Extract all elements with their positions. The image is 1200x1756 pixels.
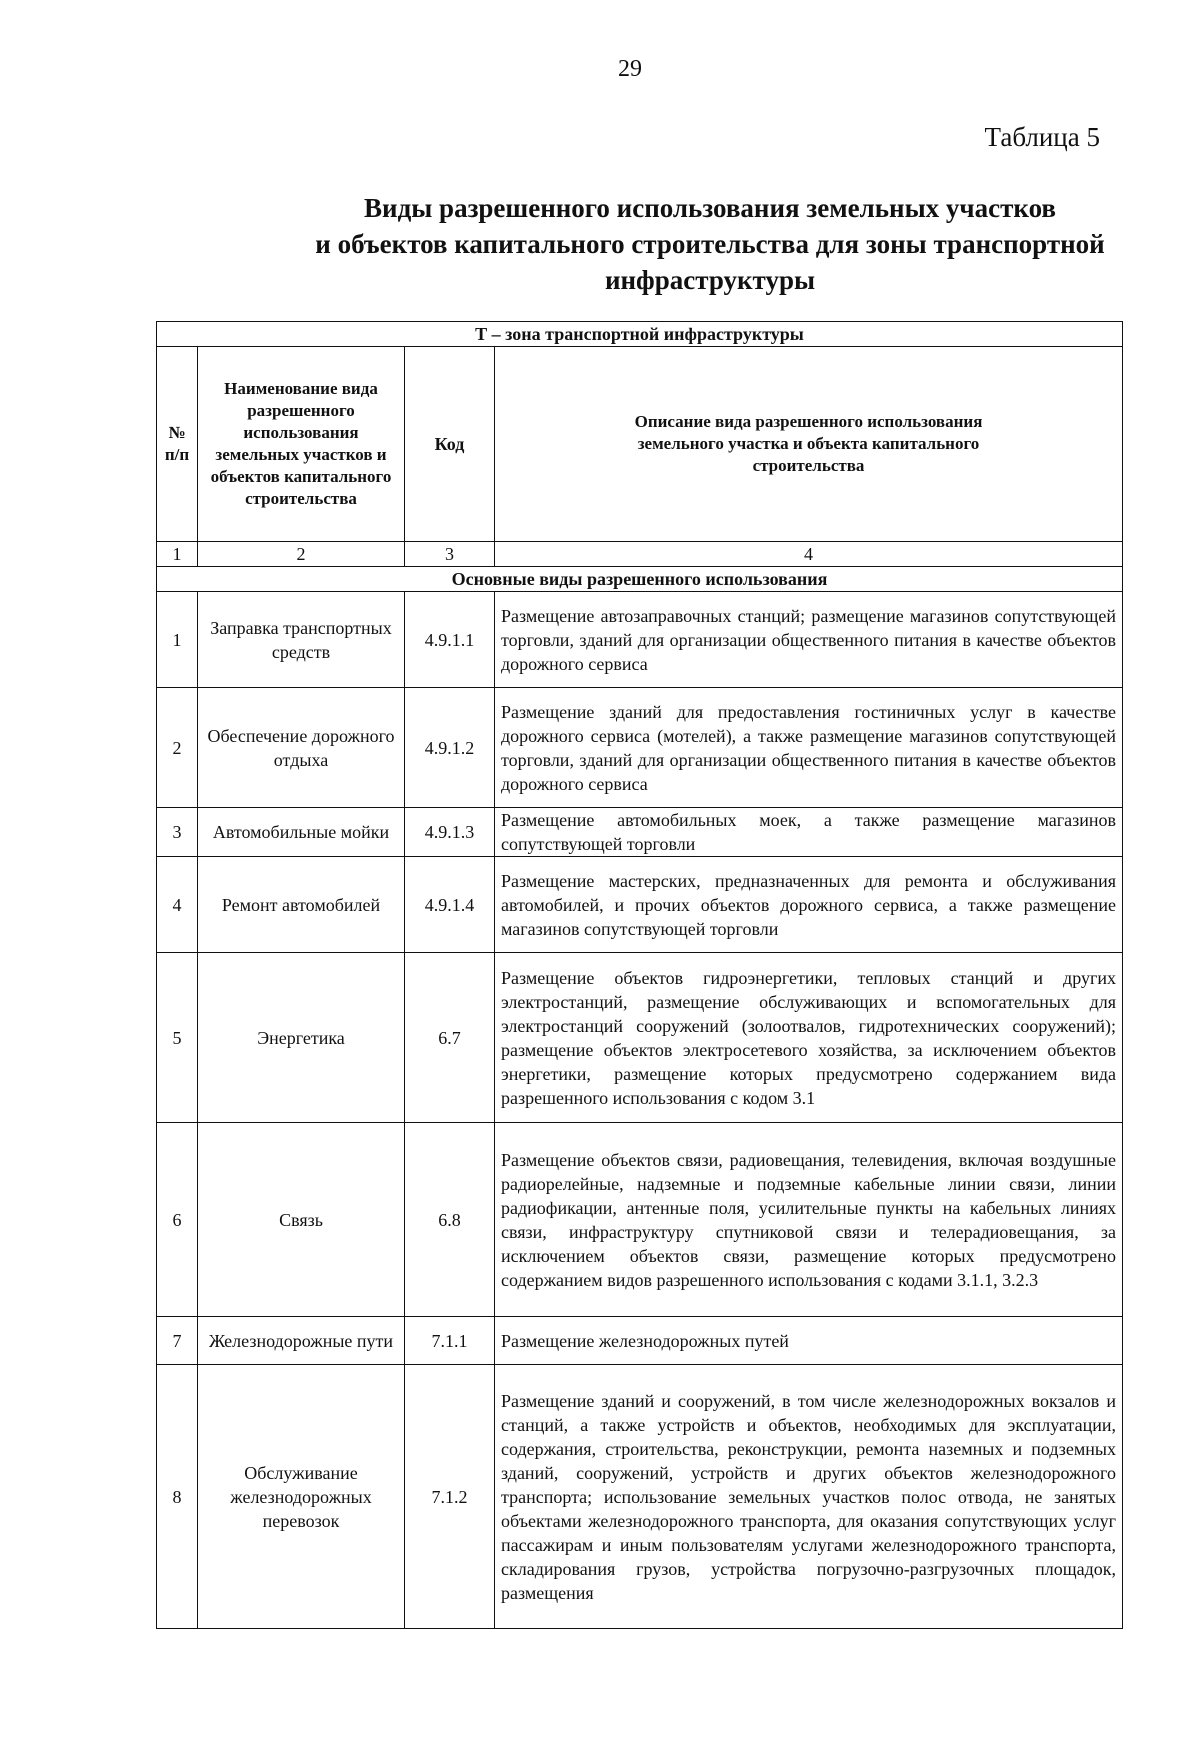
row-code: 6.7	[405, 953, 495, 1123]
row-description: Размещение мастерских, предназначенных для ремонта и обслуживания автомобилей, и прочих объектов дорожного сервиса, а также размещение магазинов сопутствующей торговли	[495, 857, 1123, 953]
header-name: Наименование вида разрешенного использования земельных участков и объектов капитального строительства	[198, 347, 405, 542]
row-number: 3	[157, 808, 198, 857]
title-line: Виды разрешенного использования земельных участков	[364, 193, 1056, 223]
zone-header-row	[157, 322, 1123, 347]
row-code: 7.1.2	[405, 1365, 495, 1629]
table-row	[157, 857, 1123, 953]
header-description: Описание вида разрешенного использования земельного участка и объекта капитального строительства	[495, 347, 1123, 542]
row-number: 2	[157, 688, 198, 808]
table-row	[157, 1365, 1123, 1629]
row-name: Связь	[198, 1123, 405, 1317]
row-name: Обеспечение дорожного отдыха	[198, 688, 405, 808]
row-description: Размещение объектов гидроэнергетики, тепловых станций и других электростанций, размещение обслуживающих и вспомогательных для электростанций сооружений (золоотвалов, гидротехнических сооружений); размещение объектов электросетевого хозяйства, за исключением объектов энергетики, размещение которых предусмотрено содержанием вида разрешенного использования с кодом 3.1	[495, 953, 1123, 1123]
row-number: 8	[157, 1365, 198, 1629]
column-number: 3	[405, 542, 495, 567]
row-name: Обслуживание железнодорожных перевозок	[198, 1365, 405, 1629]
table-row	[157, 808, 1123, 857]
row-name: Заправка транспортных средств	[198, 592, 405, 688]
row-description: Размещение автомобильных моек, а также размещение магазинов сопутствующей торговли	[495, 808, 1123, 857]
row-number: 7	[157, 1317, 198, 1365]
header-num: № п/п	[157, 347, 198, 542]
row-number: 5	[157, 953, 198, 1123]
table-row	[157, 1123, 1123, 1317]
row-description: Размещение автозаправочных станций; размещение магазинов сопутствующей торговли, зданий для организации общественного питания в качестве объектов дорожного сервиса	[495, 592, 1123, 688]
row-description: Размещение зданий для предоставления гостиничных услуг в качестве дорожного сервиса (мотелей), а также размещение магазинов сопутствующей торговли, зданий для организации общественного питания в качестве объектов дорожного сервиса	[495, 688, 1123, 808]
table-row	[157, 592, 1123, 688]
row-description: Размещение железнодорожных путей	[495, 1317, 1123, 1365]
row-description: Размещение зданий и сооружений, в том числе железнодорожных вокзалов и станций, а также устройств и объектов, необходимых для эксплуатации, содержания, строительства, реконструкции, ремонта наземных и подземных зданий, сооружений, устройств и других объектов железнодорожного транспорта; использование земельных участков полос отвода, не занятых объектами железнодорожного транспорта, для оказания сопутствующих услуг пассажирам и иным пользователям услугами железнодорожного транспорта, складирования грузов, устройства погрузочно-разгрузочных площадок, размещения	[495, 1365, 1123, 1629]
column-header-row	[157, 347, 1123, 542]
column-number-row	[157, 542, 1123, 567]
row-code: 6.8	[405, 1123, 495, 1317]
row-code: 4.9.1.2	[405, 688, 495, 808]
column-number: 4	[495, 542, 1123, 567]
page-number: 29	[618, 56, 642, 82]
land-use-table	[156, 321, 1123, 1629]
row-name: Энергетика	[198, 953, 405, 1123]
section-title: Основные виды разрешенного использования	[157, 567, 1123, 592]
row-number: 1	[157, 592, 198, 688]
zone-header: Т – зона транспортной инфраструктуры	[157, 322, 1123, 347]
table-row	[157, 953, 1123, 1123]
column-number: 2	[198, 542, 405, 567]
row-code: 4.9.1.3	[405, 808, 495, 857]
title-line: инфраструктуры	[604, 265, 816, 295]
section-row	[157, 567, 1123, 592]
row-name: Автомобильные мойки	[198, 808, 405, 857]
row-description: Размещение объектов связи, радиовещания, телевидения, включая воздушные радиорелейные, надземные и подземные кабельные линии связи, линии радиофикации, антенные поля, усилительные пункты на кабельных линиях связи, инфраструктуру спутниковой связи и телерадиовещания, за исключением объектов связи, размещение которых предусмотрено содержанием видов разрешенного использования с кодами 3.1.1, 3.2.3	[495, 1123, 1123, 1317]
row-number: 4	[157, 857, 198, 953]
column-number: 1	[157, 542, 198, 567]
row-code: 4.9.1.1	[405, 592, 495, 688]
document-title	[160, 190, 1200, 298]
row-name: Железнодорожные пути	[198, 1317, 405, 1365]
row-code: 7.1.1	[405, 1317, 495, 1365]
title-line: и объектов капитального строительства для зоны транспортной	[315, 229, 1105, 259]
table-row	[157, 688, 1123, 808]
header-code: Код	[405, 347, 495, 542]
row-name: Ремонт автомобилей	[198, 857, 405, 953]
table-caption: Таблица 5	[984, 122, 1100, 152]
row-code: 4.9.1.4	[405, 857, 495, 953]
row-number: 6	[157, 1123, 198, 1317]
table-row	[157, 1317, 1123, 1365]
